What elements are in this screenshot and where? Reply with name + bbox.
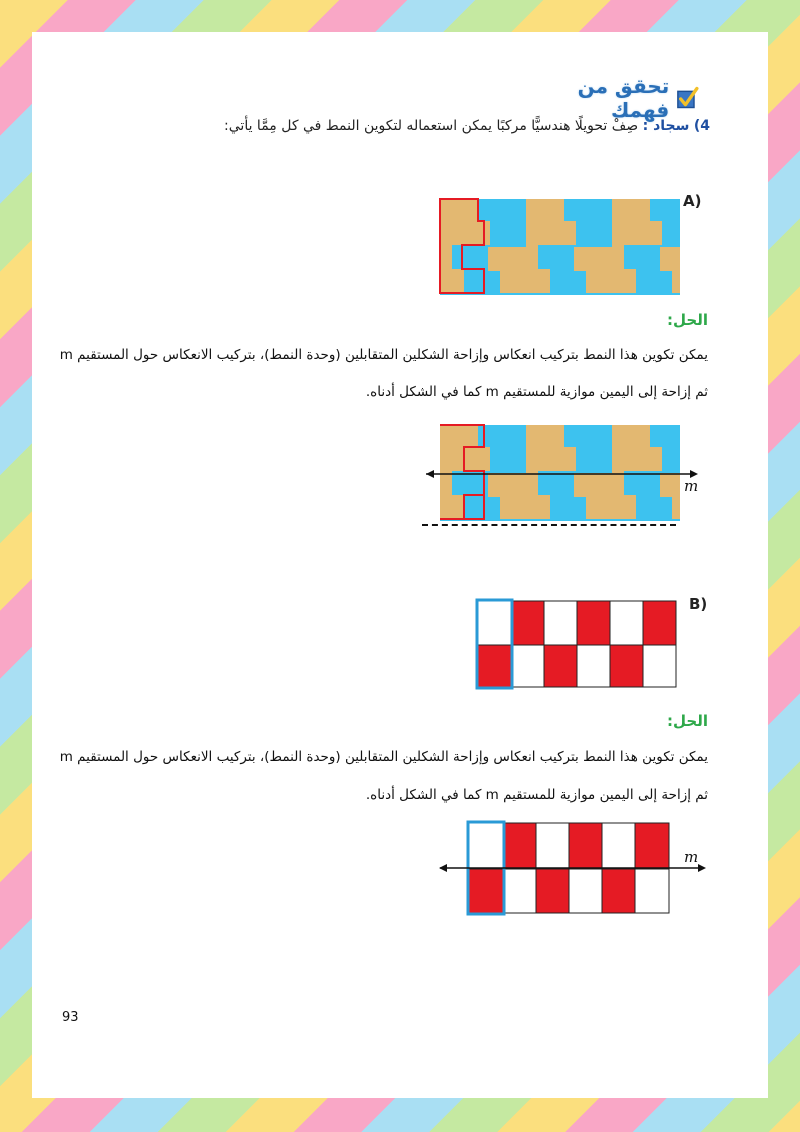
part-a-label: A) — [683, 192, 702, 210]
line-m-label: m — [684, 477, 699, 495]
page-sheet — [32, 32, 768, 1098]
question-line — [190, 118, 710, 134]
arrow-right-icon — [698, 864, 706, 872]
part-b-reflection-diagram — [436, 820, 711, 918]
question-text: صِفْ تحويلًا هندسيًّا مركبًا يمكن استعماله لتكوين النمط في كل مِمَّا يأتي: — [224, 118, 639, 134]
page-number: 93 — [62, 1010, 79, 1025]
checkbox-check-icon — [675, 85, 700, 111]
checker-pattern — [478, 601, 676, 687]
zigzag-pattern — [440, 199, 680, 295]
section-title: تحقق من فهمك — [577, 74, 670, 122]
section-header — [520, 74, 700, 122]
part-a-solution-line-1: يمكن تكوين هذا النمط بتركيب انعكاس وإزاحة الشكلين المتقابلين (وحدة النمط)، بتركيب الانعكاس حول المستقيم m — [59, 347, 708, 363]
part-b-solution-line-2: ثم إزاحة إلى اليمين موازية للمستقيم m كما في الشكل أدناه. — [365, 787, 708, 803]
part-b-label: B) — [689, 595, 708, 613]
part-a-reflection-diagram — [420, 423, 705, 527]
question-name: سجاد : — [642, 118, 690, 134]
part-a-pattern — [438, 197, 688, 299]
part-b-grid — [474, 598, 680, 690]
question-number: 4) — [693, 118, 710, 134]
part-a-solution-label: الحل: — [667, 311, 708, 329]
zigzag-pattern-with-line — [440, 425, 680, 521]
part-b-solution-line-1: يمكن تكوين هذا النمط بتركيب انعكاس وإزاحة الشكلين المتقابلين (وحدة النمط)، بتركيب الانعكاس حول المستقيم m — [59, 749, 708, 765]
part-b-solution-label: الحل: — [667, 712, 708, 730]
arrow-left-icon — [426, 470, 434, 478]
arrow-left-icon — [439, 864, 447, 872]
line-m-label: m — [684, 848, 699, 866]
section-divider — [422, 524, 676, 526]
part-a-solution-line-2: ثم إزاحة إلى اليمين موازية للمستقيم m كما في الشكل أدناه. — [365, 384, 708, 400]
